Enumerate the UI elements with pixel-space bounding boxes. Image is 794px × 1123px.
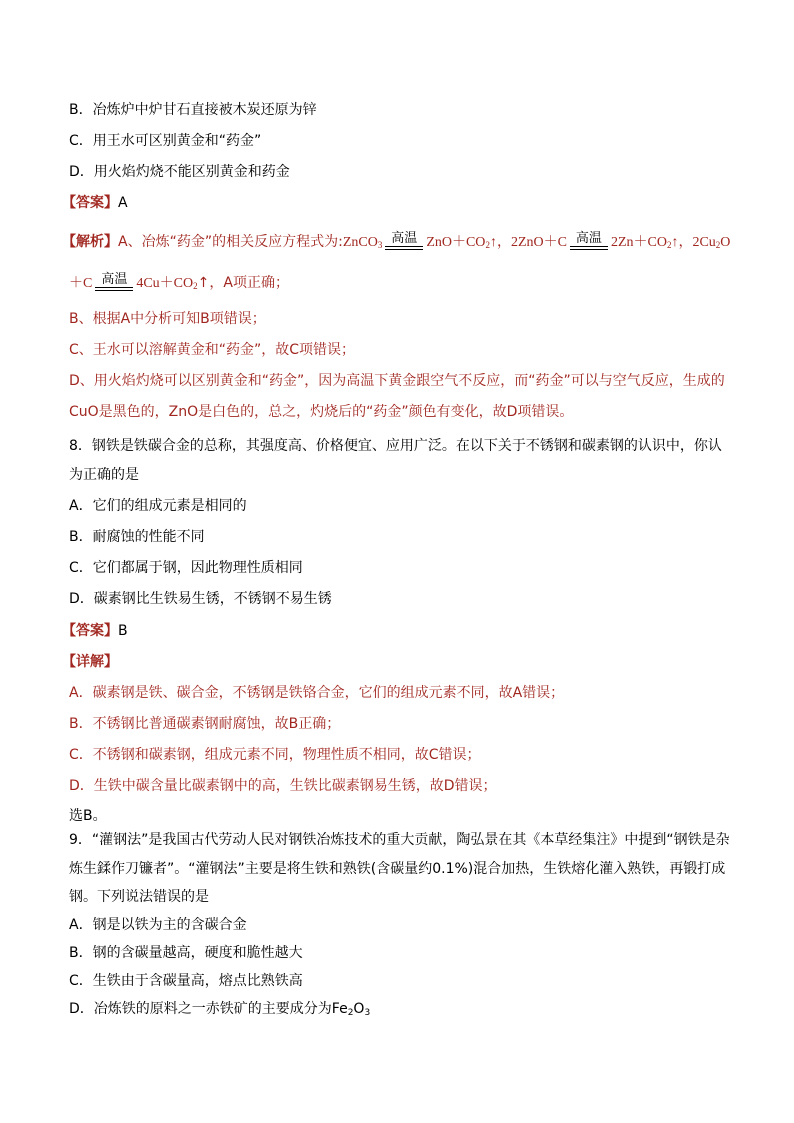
reaction-condition-high-temp: 高温 [570,235,608,248]
q7-analysis-c: C、王水可以溶解黄金和“药金”，故C项错误； [69,342,356,358]
q7-analysis-d-line1: D、用火焰灼烧可以区别黄金和“药金”，因为高温下黄金跟空气不反应，而“药金”可以与空气反应，生成的 [69,373,725,389]
eq1-reactant: ZnCO [342,235,378,250]
analysis-label: 【解析】 [62,234,118,250]
q8-detail-label: 【详解】 [62,654,118,670]
q9-option-d: D．冶炼铁的原料之一赤铁矿的主要成分为$Fe_2O_3$ [69,1001,371,1018]
q9-stem-line1: 9．“灌钢法”是我国古代劳动人民对钢铁冶炼技术的重大贡献，陶弘景在其《本草经集注》中提到“钢铁是杂 [69,832,730,848]
q8-stem-line2: 为正确的是 [69,467,139,483]
q8-detail-a: A．碳素钢是铁、碳合金，不锈钢是铁铬合金，它们的组成元素不同，故A错误； [69,685,565,701]
reaction-condition-high-temp: 高温 [95,276,133,289]
answer-value: A [118,195,128,211]
analysis-a-prefix: A、冶炼“药金”的相关反应方程式为: [118,234,343,250]
q7-analysis-a-line2: ＋C 高温 $4Cu+CO_2↑$，A项正确； [69,271,289,291]
q9-option-a: A．钢是以铁为主的含碳合金 [69,917,247,933]
q8-detail-b: B．不锈钢比普通碳素钢耐腐蚀，故B正确； [69,716,341,732]
q8-stem-line1: 8．钢铁是铁碳合金的总称，其强度高、价格便宜、应用广泛。在以下关于不锈钢和碳素钢的认识中，你认 [69,438,722,454]
reaction-condition-high-temp: 高温 [385,235,423,248]
q8-answer [62,621,128,641]
eq3-product: 4Cu＋CO [136,276,194,291]
q9-option-c: C．生铁由于含碳量高，熔点比熟铁高 [69,973,303,989]
q7-analysis-d-line2: CuO是黑色的，ZnO是白色的，总之，灼烧后的“药金”颜色有变化，故D项错误。 [69,404,574,420]
q9-stem-line2: 炼生鍒作刀镰者”。“灌钢法”主要是将生铁和熟铁(含碳量约0.1%)混合加热，生铁熔化灌入熟铁，再锻打成 [69,861,726,877]
q8-option-d: D．碳素钢比生铁易生锈，不锈钢不易生锈 [69,591,332,607]
eq3-reactant: 2Cu [692,235,716,250]
q8-option-a: A．它们的组成元素是相同的 [69,498,247,514]
q7-analysis-a-line1: 【解析】A、冶炼“药金”的相关反应方程式为:ZnCO$_3$ 高温 $ZnO+CO_2↑$，2ZnO＋C 高温 $2Zn+CO_2↑$，$2Cu_2O$ [62,230,731,250]
q7-option-b: B．冶炼炉中炉甘石直接被木炭还原为锌 [69,102,317,118]
answer-label: 【答案】 [62,195,118,211]
eq2-product: 2Zn＋CO [610,235,667,250]
q8-option-c: C．它们都属于钢，因此物理性质相同 [69,560,303,576]
q9-stem-line3: 钢。下列说法错误的是 [69,889,209,905]
q7-option-c: C．用王水可区别黄金和“药金” [69,133,262,149]
q8-detail-c: C．不锈钢和碳素钢，组成元素不同，物理性质不相同，故C错误； [69,747,481,763]
answer-label: 【答案】 [62,623,118,639]
eq2-reactant: 2ZnO＋C [510,235,567,250]
q7-analysis-b: B、根据A中分析可知B项错误； [69,311,266,327]
eq1-product: ZnO＋CO [426,235,486,250]
answer-value: B [118,623,128,639]
q7-option-d: D．用火焰灼烧不能区别黄金和药金 [69,164,290,180]
q8-option-b: B．耐腐蚀的性能不同 [69,529,205,545]
q8-conclusion: 选B。 [69,808,107,824]
q8-detail-d: D．生铁中碳含量比碳素钢中的高，生铁比碳素钢易生锈，故D错误； [69,778,497,794]
q9-option-b: B．钢的含碳量越高，硬度和脆性越大 [69,945,303,961]
q7-answer [62,193,128,213]
